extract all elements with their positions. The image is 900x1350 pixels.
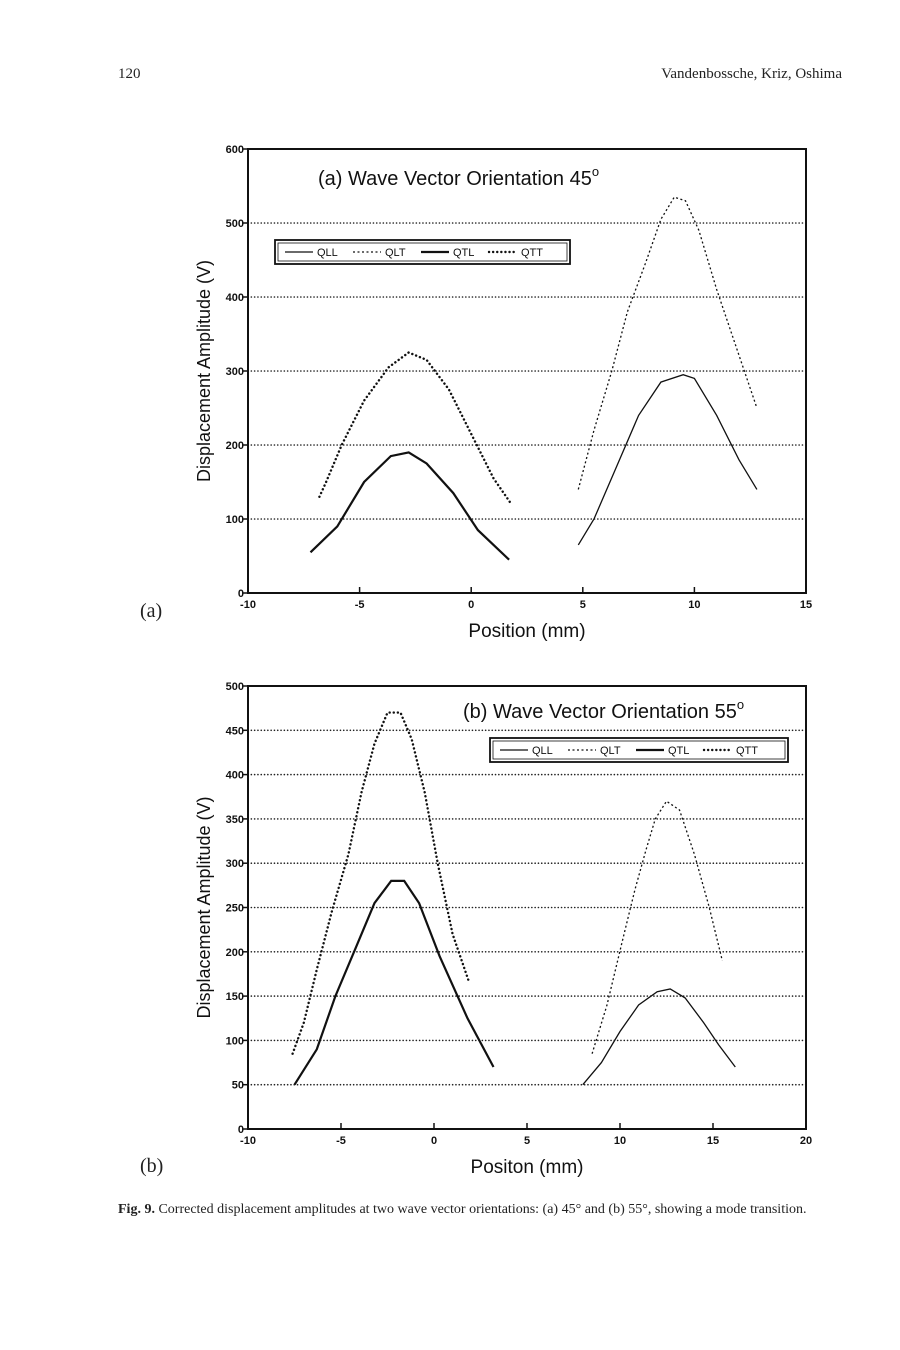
y-axis-label: Displacement Amplitude (V) xyxy=(194,796,214,1019)
y-tick-label: 600 xyxy=(225,144,244,156)
chart-title: (a) Wave Vector Orientation 45$^o$ xyxy=(318,164,600,190)
y-tick-label: 300 xyxy=(225,366,244,378)
y-tick-label: 200 xyxy=(225,440,244,452)
series-line-qtl xyxy=(311,452,510,559)
x-tick-label: 5 xyxy=(523,1135,531,1147)
y-tick-label: 500 xyxy=(225,218,244,230)
x-tick-label: -10 xyxy=(240,1135,256,1147)
y-tick-label: 0 xyxy=(237,1124,244,1136)
y-tick-label: 0 xyxy=(237,588,244,600)
legend-label-qlt: QLT xyxy=(600,745,621,757)
legend-label-qtl: QTL xyxy=(668,745,690,757)
x-tick-label: 0 xyxy=(468,599,475,611)
x-tick-label: 20 xyxy=(799,1135,813,1147)
legend-label-qtl: QTL xyxy=(453,247,475,259)
chart-a xyxy=(0,135,900,655)
y-tick-label: 400 xyxy=(225,292,244,304)
x-axis-label: Position (mm) xyxy=(468,621,586,642)
legend-label-qtt: QTT xyxy=(521,247,543,259)
legend xyxy=(490,738,788,762)
y-tick-label: 50 xyxy=(231,1079,244,1092)
legend-label-qlt: QLT xyxy=(385,247,406,259)
caption-label: Fig. 9. xyxy=(118,1202,155,1217)
panel-label-a: (a) xyxy=(140,600,163,622)
page-number: 120 xyxy=(118,66,141,82)
y-tick-label: 200 xyxy=(225,946,244,959)
series-line-qtl xyxy=(295,881,494,1085)
caption-text: Corrected displacement amplitudes at two wave vector orientations: (a) 45° and (b) 55°, showing a mode transition. xyxy=(158,1202,807,1217)
series-line-qll xyxy=(583,989,736,1085)
y-tick-label: 500 xyxy=(225,681,244,693)
legend-label-qll: QLL xyxy=(317,247,338,259)
y-tick-label: 350 xyxy=(225,813,244,826)
x-tick-label: 5 xyxy=(579,599,586,611)
chart-b xyxy=(0,672,900,1192)
x-tick-label: 0 xyxy=(430,1135,438,1147)
x-tick-label: -10 xyxy=(240,599,256,611)
y-tick-label: 100 xyxy=(225,514,244,526)
series-line-qlt xyxy=(592,801,722,1053)
x-axis-label: Positon (mm) xyxy=(470,1157,584,1178)
y-tick-label: 400 xyxy=(225,769,244,782)
x-tick-label: 10 xyxy=(688,599,701,611)
legend-label-qll: QLL xyxy=(532,745,553,757)
x-tick-label: -5 xyxy=(354,599,365,611)
y-tick-label: 250 xyxy=(225,902,244,915)
chart-title: (b) Wave Vector Orientation 55$^o$ xyxy=(463,697,745,723)
plot-frame xyxy=(248,149,806,593)
running-head: Vandenbossche, Kriz, Oshima xyxy=(661,66,842,82)
x-tick-label: 15 xyxy=(706,1135,720,1147)
figure-caption xyxy=(118,1200,843,1219)
y-tick-label: 100 xyxy=(225,1035,244,1048)
panel-label-b: (b) xyxy=(140,1155,164,1177)
x-tick-label: -5 xyxy=(336,1135,346,1147)
legend xyxy=(275,240,570,264)
y-tick-label: 150 xyxy=(225,991,244,1004)
x-tick-label: 15 xyxy=(799,599,813,611)
x-tick-label: 10 xyxy=(613,1135,627,1147)
legend-label-qtt: QTT xyxy=(736,745,758,757)
series-line-qtt xyxy=(293,713,470,1054)
y-tick-label: 300 xyxy=(225,858,244,871)
y-tick-label: 450 xyxy=(225,725,244,738)
series-line-qtt xyxy=(319,353,511,505)
y-axis-label: Displacement Amplitude (V) xyxy=(194,259,214,483)
